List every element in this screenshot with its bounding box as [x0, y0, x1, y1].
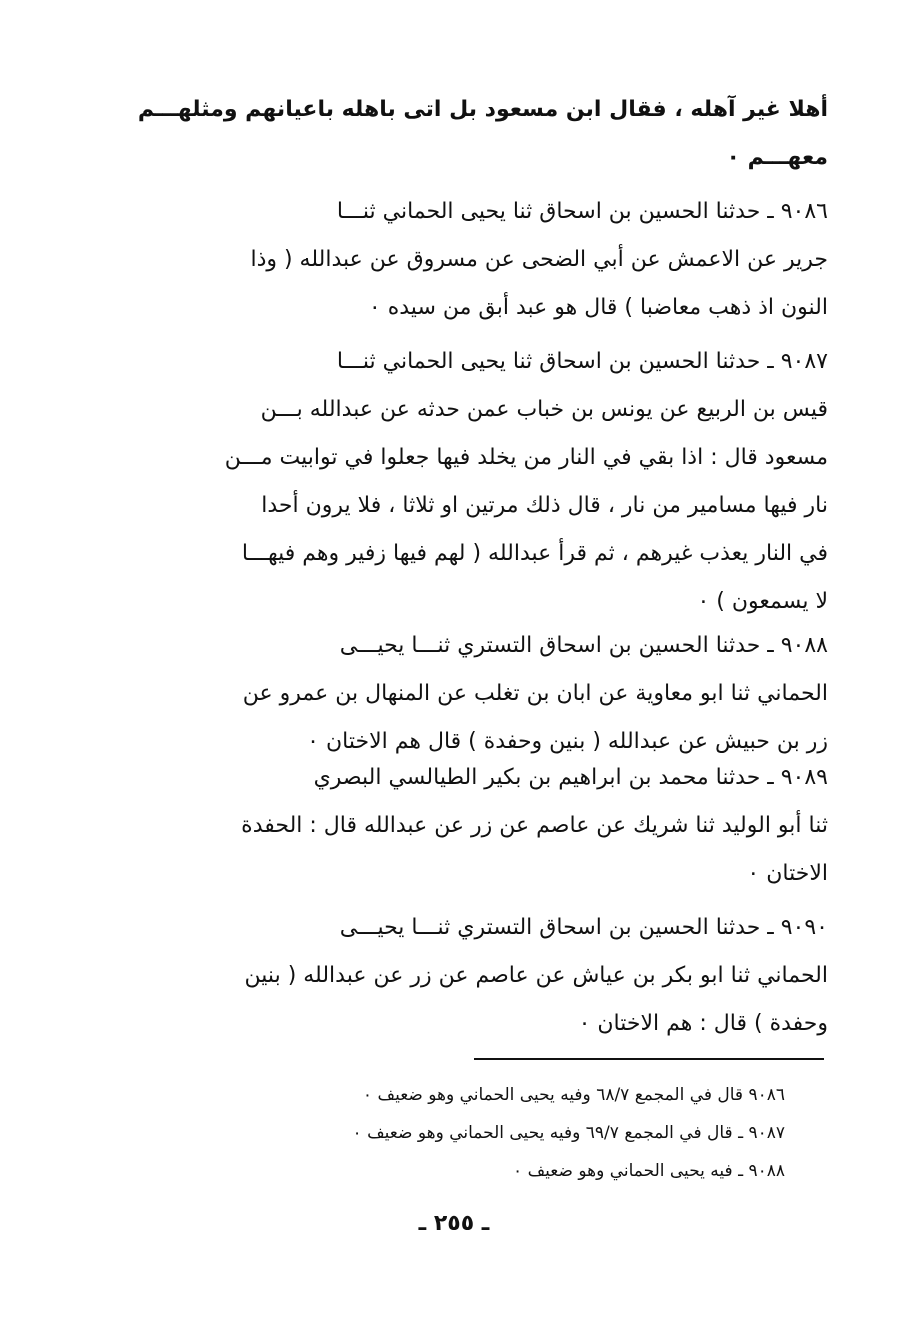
paragraph-continuation — [128, 86, 828, 182]
hadith-9090 — [128, 904, 828, 1048]
text-line: الحماني ثنا ابو بكر بن عياش عن عاصم عن زر عن عبدالله ( بنين — [244, 963, 828, 988]
hadith-9089 — [128, 754, 828, 898]
text-line: معهـــم ٠ — [726, 145, 828, 170]
text-line: ٩٠٨٩ ـ حدثنا محمد بن ابراهيم بن بكير الطيالسي البصري — [313, 765, 828, 790]
text-line: زر بن حبيش عن عبدالله ( بنين وحفدة ) قال هم الاختان ٠ — [307, 729, 828, 754]
text-line: ٩٠٨٦ ـ حدثنا الحسين بن اسحاق ثنا يحيى الحماني ثنـــا — [336, 199, 828, 224]
text-line: الاختان ٠ — [747, 861, 828, 886]
footnote-separator — [474, 1058, 824, 1060]
text-line: لا يسمعون ) ٠ — [697, 589, 828, 614]
hadith-9087 — [128, 338, 828, 626]
hadith-9086 — [128, 188, 828, 332]
text-line: نار فيها مسامير من نار ، قال ذلك مرتين او ثلاثا ، فلا يرون أحدا — [261, 493, 828, 518]
text-line: النون اذ ذهب معاضبا ) قال هو عبد أبق من سيده ٠ — [368, 295, 828, 320]
footnotes — [200, 1076, 785, 1190]
text-line: في النار يعذب غيرهم ، ثم قرأ عبدالله ( لهم فيها زفير وهم فيهـــا — [241, 541, 828, 566]
footnote: ٩٠٨٨ ـ فيه يحيى الحماني وهو ضعيف ٠ — [513, 1161, 785, 1181]
text-line: مسعود قال : اذا بقي في النار من يخلد فيها جعلوا في توابيت مـــن — [224, 445, 828, 470]
text-line: جرير عن الاعمش عن أبي الضحى عن مسروق عن عبدالله ( وذا — [250, 247, 828, 272]
footnote: ٩٠٨٧ ـ قال في المجمع ٦٩/٧ وفيه يحيى الحماني وهو ضعيف ٠ — [352, 1123, 785, 1143]
text-line: ثنا أبو الوليد ثنا شريك عن عاصم عن زر عن عبدالله قال : الحفدة — [241, 813, 828, 838]
page-number: ـ ٢٥٥ ـ — [418, 1211, 490, 1236]
text-line: الحماني ثنا ابو معاوية عن ابان بن تغلب عن المنهال بن عمرو عن — [242, 681, 828, 706]
text-line: ٩٠٩٠ ـ حدثنا الحسين بن اسحاق التستري ثنـــا يحيـــى — [339, 915, 828, 940]
text-line: أهلا غير آهله ، فقال ابن مسعود بل اتى باهله باعيانهم ومثلهـــم — [137, 97, 828, 122]
text-line: وحفدة ) قال : هم الاختان ٠ — [578, 1011, 828, 1036]
text-line: قيس بن الربيع عن يونس بن خباب عمن حدثه عن عبدالله بـــن — [260, 397, 828, 422]
hadith-9088 — [128, 622, 828, 766]
footnote: ٩٠٨٦ قال في المجمع ٦٨/٧ وفيه يحيى الحماني وهو ضعيف ٠ — [362, 1085, 785, 1105]
text-line: ٩٠٨٧ ـ حدثنا الحسين بن اسحاق ثنا يحيى الحماني ثنـــا — [336, 349, 828, 374]
text-line: ٩٠٨٨ ـ حدثنا الحسين بن اسحاق التستري ثنـــا يحيـــى — [339, 633, 828, 658]
